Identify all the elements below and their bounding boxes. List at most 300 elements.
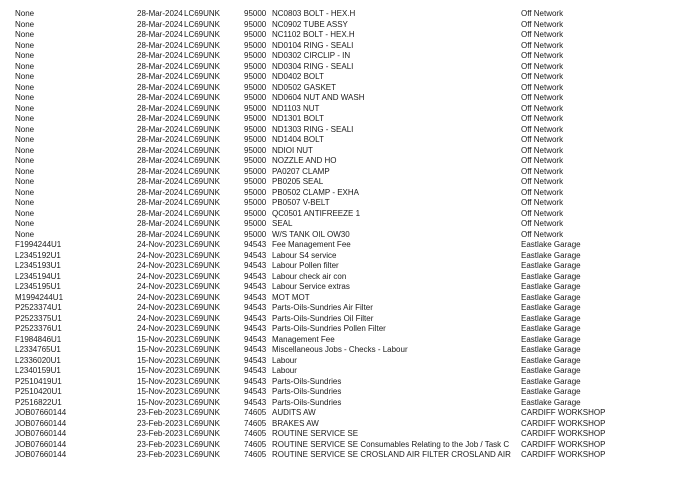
supplier-code: 95000 — [244, 51, 267, 60]
supplier-code: 74605 — [244, 439, 267, 449]
location: Off Network — [521, 135, 564, 144]
registration: LC69UNK — [184, 103, 221, 113]
job-reference: P2510419U1 — [15, 376, 62, 386]
description: PA0207 CLAMP — [272, 166, 330, 176]
supplier-code: 95000 — [244, 219, 267, 228]
supplier-code: 94543 — [244, 250, 267, 260]
supplier-code: 74605 — [244, 418, 267, 428]
supplier-code: 95000 — [244, 187, 267, 197]
supplier-code: 74605 — [244, 429, 267, 438]
registration: LC69UNK — [184, 271, 221, 281]
location: CARDIFF WORKSHOP — [521, 450, 606, 459]
table-row — [0, 303, 680, 314]
job-reference: None — [15, 61, 35, 71]
registration: LC69UNK — [184, 93, 221, 102]
job-reference: None — [15, 40, 35, 50]
description: ND1301 BOLT — [272, 114, 324, 123]
registration: LC69UNK — [184, 366, 221, 375]
date: 28-Mar-2024 — [137, 51, 183, 60]
job-reference: F1984846U1 — [15, 334, 62, 344]
description: NDIOI NUT — [272, 145, 313, 155]
registration: LC69UNK — [184, 418, 221, 428]
date: 24-Nov-2023 — [137, 250, 184, 260]
description: ND1404 BOLT — [272, 135, 324, 144]
location: Eastlake Garage — [521, 282, 581, 291]
supplier-code: 94543 — [244, 345, 267, 354]
date: 24-Nov-2023 — [137, 324, 184, 333]
location: Eastlake Garage — [521, 313, 581, 323]
location: Off Network — [521, 114, 564, 123]
date: 24-Nov-2023 — [137, 271, 184, 281]
job-reference: None — [15, 177, 35, 186]
job-reference: L2336020U1 — [15, 355, 61, 365]
description: Parts-Oils-Sundries — [272, 397, 342, 407]
registration: LC69UNK — [184, 439, 221, 449]
date: 28-Mar-2024 — [137, 9, 183, 18]
registration: LC69UNK — [184, 229, 221, 239]
supplier-code: 95000 — [244, 61, 267, 71]
description: ND0604 NUT AND WASH — [272, 93, 365, 102]
registration: LC69UNK — [184, 9, 221, 18]
registration: LC69UNK — [184, 30, 221, 39]
table-row — [0, 450, 680, 461]
job-reference: P2516822U1 — [15, 397, 62, 407]
registration: LC69UNK — [184, 313, 221, 323]
location: Off Network — [521, 30, 564, 39]
job-reference: L2345192U1 — [15, 250, 61, 260]
description: SEAL — [272, 219, 293, 228]
job-reference: P2510420U1 — [15, 387, 62, 396]
date: 23-Feb-2023 — [137, 439, 183, 449]
job-reference: JOB07660144 — [15, 429, 67, 438]
job-reference: None — [15, 82, 35, 92]
job-reference: P2523375U1 — [15, 313, 62, 323]
description: NC1102 BOLT - HEX.H — [272, 30, 355, 39]
supplier-code: 95000 — [244, 145, 267, 155]
registration: LC69UNK — [184, 82, 221, 92]
registration: LC69UNK — [184, 250, 221, 260]
location: CARDIFF WORKSHOP — [521, 439, 606, 449]
registration: LC69UNK — [184, 124, 221, 134]
registration: LC69UNK — [184, 145, 221, 155]
location: Off Network — [521, 219, 564, 228]
table-row — [0, 114, 680, 125]
description: ND1303 RING - SEALI — [272, 124, 354, 134]
registration: LC69UNK — [184, 450, 221, 459]
location: Off Network — [521, 156, 564, 165]
table-row — [0, 51, 680, 62]
table-row — [0, 30, 680, 41]
supplier-code: 95000 — [244, 156, 267, 165]
job-reference: JOB07660144 — [15, 450, 67, 459]
table-row — [0, 125, 680, 136]
table-row — [0, 282, 680, 293]
description: NC0902 TUBE ASSY — [272, 19, 348, 29]
table-row — [0, 398, 680, 409]
job-reference: None — [15, 145, 35, 155]
date: 23-Feb-2023 — [137, 408, 183, 417]
location: Eastlake Garage — [521, 334, 581, 344]
registration: LC69UNK — [184, 376, 221, 386]
supplier-code: 95000 — [244, 30, 267, 39]
description: ROUTINE SERVICE SE — [272, 429, 359, 438]
supplier-code: 94543 — [244, 240, 267, 249]
supplier-code: 94543 — [244, 366, 267, 375]
table-row — [0, 83, 680, 94]
supplier-code: 94543 — [244, 376, 267, 386]
job-reference: None — [15, 156, 35, 165]
supplier-code: 95000 — [244, 135, 267, 144]
table-row — [0, 419, 680, 430]
registration: LC69UNK — [184, 19, 221, 29]
registration: LC69UNK — [184, 429, 221, 438]
registration: LC69UNK — [184, 208, 221, 218]
job-reference: None — [15, 72, 35, 81]
date: 15-Nov-2023 — [137, 397, 184, 407]
table-row — [0, 209, 680, 220]
supplier-code: 94543 — [244, 324, 267, 333]
job-reference: F1994244U1 — [15, 240, 62, 249]
description: MOT MOT — [272, 292, 310, 302]
location: Off Network — [521, 177, 564, 186]
date: 28-Mar-2024 — [137, 82, 183, 92]
supplier-code: 74605 — [244, 450, 267, 459]
job-reference: L2340159U1 — [15, 366, 61, 375]
supplier-code: 95000 — [244, 198, 267, 207]
date: 23-Feb-2023 — [137, 418, 183, 428]
job-reference: JOB07660144 — [15, 418, 67, 428]
supplier-code: 94543 — [244, 292, 267, 302]
registration: LC69UNK — [184, 324, 221, 333]
description: ROUTINE SERVICE SE Consumables Relating to the Job / Task C — [272, 439, 510, 449]
location: Off Network — [521, 103, 564, 113]
table-row — [0, 72, 680, 83]
registration: LC69UNK — [184, 114, 221, 123]
table-row — [0, 135, 680, 146]
description: Labour — [272, 355, 297, 365]
supplier-code: 94543 — [244, 261, 267, 270]
description: ND0302 CIRCLIP - IN — [272, 51, 351, 60]
date: 28-Mar-2024 — [137, 135, 183, 144]
supplier-code: 94543 — [244, 355, 267, 365]
registration: LC69UNK — [184, 261, 221, 270]
date: 15-Nov-2023 — [137, 387, 184, 396]
registration: LC69UNK — [184, 156, 221, 165]
registration: LC69UNK — [184, 397, 221, 407]
job-reference: None — [15, 166, 35, 176]
supplier-code: 95000 — [244, 208, 267, 218]
location: Eastlake Garage — [521, 366, 581, 375]
location: Off Network — [521, 61, 564, 71]
description: Labour S4 service — [272, 250, 337, 260]
supplier-code: 94543 — [244, 303, 267, 312]
supplier-code: 95000 — [244, 72, 267, 81]
registration: LC69UNK — [184, 345, 221, 354]
job-reference: None — [15, 9, 35, 18]
job-reference: None — [15, 93, 35, 102]
supplier-code: 94543 — [244, 282, 267, 291]
location: Eastlake Garage — [521, 303, 581, 312]
table-row — [0, 251, 680, 262]
table-row — [0, 440, 680, 451]
description: Parts-Oils-Sundries — [272, 387, 342, 396]
location: Eastlake Garage — [521, 376, 581, 386]
table-row — [0, 429, 680, 440]
location: Eastlake Garage — [521, 345, 581, 354]
location: Eastlake Garage — [521, 397, 581, 407]
date: 28-Mar-2024 — [137, 166, 183, 176]
date: 28-Mar-2024 — [137, 61, 183, 71]
description: Miscellaneous Jobs - Checks - Labour — [272, 345, 408, 354]
description: ND0304 RING - SEALI — [272, 61, 354, 71]
date: 28-Mar-2024 — [137, 208, 183, 218]
date: 28-Mar-2024 — [137, 93, 183, 102]
description: ND1103 NUT — [272, 103, 320, 113]
registration: LC69UNK — [184, 51, 221, 60]
supplier-code: 95000 — [244, 93, 267, 102]
date: 28-Mar-2024 — [137, 177, 183, 186]
description: AUDITS AW — [272, 408, 316, 417]
location: Off Network — [521, 93, 564, 102]
job-reference: None — [15, 114, 35, 123]
location: Eastlake Garage — [521, 324, 581, 333]
date: 28-Mar-2024 — [137, 114, 183, 123]
date: 28-Mar-2024 — [137, 30, 183, 39]
location: Off Network — [521, 19, 564, 29]
location: Eastlake Garage — [521, 240, 581, 249]
date: 28-Mar-2024 — [137, 145, 183, 155]
location: Off Network — [521, 187, 564, 197]
table-row — [0, 198, 680, 209]
date: 24-Nov-2023 — [137, 303, 184, 312]
table-row — [0, 20, 680, 31]
supplier-code: 95000 — [244, 124, 267, 134]
supplier-code: 94543 — [244, 271, 267, 281]
table-row — [0, 62, 680, 73]
date: 24-Nov-2023 — [137, 261, 184, 270]
description: W/S TANK OIL OW30 — [272, 229, 350, 239]
registration: LC69UNK — [184, 408, 221, 417]
location: Off Network — [521, 82, 564, 92]
supplier-code: 95000 — [244, 114, 267, 123]
description: PB0502 CLAMP - EXHA — [272, 187, 360, 197]
registration: LC69UNK — [184, 177, 221, 186]
supplier-code: 95000 — [244, 19, 267, 29]
date: 28-Mar-2024 — [137, 124, 183, 134]
date: 28-Mar-2024 — [137, 219, 183, 228]
location: CARDIFF WORKSHOP — [521, 418, 606, 428]
supplier-code: 95000 — [244, 9, 267, 18]
service-history-table — [0, 9, 680, 461]
registration: LC69UNK — [184, 387, 221, 396]
supplier-code: 95000 — [244, 166, 267, 176]
description: Labour Service extras — [272, 282, 350, 291]
description: ND0104 RING - SEALI — [272, 40, 354, 50]
job-reference: None — [15, 124, 35, 134]
registration: LC69UNK — [184, 61, 221, 71]
date: 28-Mar-2024 — [137, 187, 183, 197]
job-reference: L2334765U1 — [15, 345, 61, 354]
registration: LC69UNK — [184, 292, 221, 302]
supplier-code: 94543 — [244, 397, 267, 407]
description: ND0502 GASKET — [272, 82, 337, 92]
table-row — [0, 93, 680, 104]
location: Eastlake Garage — [521, 355, 581, 365]
registration: LC69UNK — [184, 219, 221, 228]
date: 15-Nov-2023 — [137, 376, 184, 386]
location: Off Network — [521, 51, 564, 60]
table-row — [0, 293, 680, 304]
location: Eastlake Garage — [521, 387, 581, 396]
location: Eastlake Garage — [521, 250, 581, 260]
job-reference: None — [15, 229, 35, 239]
table-row — [0, 314, 680, 325]
table-row — [0, 9, 680, 20]
job-reference: L2345195U1 — [15, 282, 61, 291]
location: Off Network — [521, 40, 564, 50]
registration: LC69UNK — [184, 187, 221, 197]
table-row — [0, 387, 680, 398]
job-reference: None — [15, 198, 35, 207]
supplier-code: 94543 — [244, 334, 267, 344]
supplier-code: 95000 — [244, 82, 267, 92]
description: ROUTINE SERVICE SE CROSLAND AIR FILTER CROSLAND AIR — [272, 450, 511, 459]
description: Labour Pollen filter — [272, 261, 339, 270]
table-row — [0, 240, 680, 251]
description: NC0803 BOLT - HEX.H — [272, 9, 356, 18]
date: 15-Nov-2023 — [137, 345, 184, 354]
description: PB0205 SEAL — [272, 177, 324, 186]
table-row — [0, 261, 680, 272]
description: Parts-Oils-Sundries Pollen Filter — [272, 324, 386, 333]
job-reference: None — [15, 103, 35, 113]
table-row — [0, 272, 680, 283]
location: Eastlake Garage — [521, 261, 581, 270]
supplier-code: 94543 — [244, 387, 267, 396]
date: 23-Feb-2023 — [137, 450, 183, 459]
location: Off Network — [521, 229, 564, 239]
table-row — [0, 146, 680, 157]
table-row — [0, 356, 680, 367]
location: Off Network — [521, 9, 564, 18]
description: ND0402 BOLT — [272, 72, 324, 81]
registration: LC69UNK — [184, 135, 221, 144]
registration: LC69UNK — [184, 198, 221, 207]
date: 23-Feb-2023 — [137, 429, 183, 438]
supplier-code: 95000 — [244, 229, 267, 239]
job-reference: JOB07660144 — [15, 408, 67, 417]
table-row — [0, 156, 680, 167]
table-row — [0, 219, 680, 230]
table-row — [0, 167, 680, 178]
table-row — [0, 41, 680, 52]
job-reference: M1994244U1 — [15, 292, 64, 302]
job-reference: P2523374U1 — [15, 303, 62, 312]
supplier-code: 95000 — [244, 103, 267, 113]
registration: LC69UNK — [184, 166, 221, 176]
table-row — [0, 230, 680, 241]
date: 15-Nov-2023 — [137, 334, 184, 344]
description: NOZZLE AND HO — [272, 156, 337, 165]
date: 24-Nov-2023 — [137, 292, 184, 302]
description: Parts-Oils-Sundries Oil Filter — [272, 313, 374, 323]
date: 28-Mar-2024 — [137, 198, 183, 207]
date: 28-Mar-2024 — [137, 229, 183, 239]
registration: LC69UNK — [184, 40, 221, 50]
supplier-code: 95000 — [244, 177, 267, 186]
registration: LC69UNK — [184, 303, 221, 312]
description: PB0507 V-BELT — [272, 198, 330, 207]
job-reference: None — [15, 208, 35, 218]
table-row — [0, 377, 680, 388]
description: Labour — [272, 366, 297, 375]
date: 15-Nov-2023 — [137, 366, 184, 375]
location: Off Network — [521, 145, 564, 155]
location: Eastlake Garage — [521, 292, 581, 302]
description: Labour check air con — [272, 271, 347, 281]
date: 24-Nov-2023 — [137, 313, 184, 323]
location: Off Network — [521, 198, 564, 207]
registration: LC69UNK — [184, 355, 221, 365]
registration: LC69UNK — [184, 72, 221, 81]
job-reference: None — [15, 19, 35, 29]
description: QC0501 ANTIFREEZE 1 — [272, 208, 361, 218]
location: Eastlake Garage — [521, 271, 581, 281]
registration: LC69UNK — [184, 334, 221, 344]
location: Off Network — [521, 208, 564, 218]
location: CARDIFF WORKSHOP — [521, 429, 606, 438]
job-reference: None — [15, 187, 35, 197]
supplier-code: 74605 — [244, 408, 267, 417]
registration: LC69UNK — [184, 282, 221, 291]
table-row — [0, 188, 680, 199]
table-row — [0, 324, 680, 335]
date: 24-Nov-2023 — [137, 240, 184, 249]
table-row — [0, 177, 680, 188]
table-row — [0, 366, 680, 377]
job-reference: None — [15, 135, 35, 144]
table-row — [0, 345, 680, 356]
date: 15-Nov-2023 — [137, 355, 184, 365]
table-row — [0, 104, 680, 115]
supplier-code: 94543 — [244, 313, 267, 323]
location: Off Network — [521, 166, 564, 176]
date: 28-Mar-2024 — [137, 40, 183, 50]
table-row — [0, 408, 680, 419]
job-reference: JOB07660144 — [15, 439, 67, 449]
job-reference: L2345193U1 — [15, 261, 61, 270]
description: Parts-Oils-Sundries — [272, 376, 342, 386]
registration: LC69UNK — [184, 240, 221, 249]
date: 28-Mar-2024 — [137, 103, 183, 113]
description: Parts-Oils-Sundries Air Filter — [272, 303, 373, 312]
date: 28-Mar-2024 — [137, 72, 183, 81]
date: 28-Mar-2024 — [137, 156, 183, 165]
description: Management Fee — [272, 334, 335, 344]
date: 28-Mar-2024 — [137, 19, 183, 29]
location: Off Network — [521, 124, 564, 134]
job-reference: L2345194U1 — [15, 271, 61, 281]
location: Off Network — [521, 72, 564, 81]
date: 24-Nov-2023 — [137, 282, 184, 291]
description: BRAKES AW — [272, 418, 319, 428]
job-reference: None — [15, 219, 35, 228]
description: Fee Management Fee — [272, 240, 351, 249]
supplier-code: 95000 — [244, 40, 267, 50]
job-reference: None — [15, 51, 35, 60]
job-reference: P2523376U1 — [15, 324, 62, 333]
job-reference: None — [15, 30, 35, 39]
